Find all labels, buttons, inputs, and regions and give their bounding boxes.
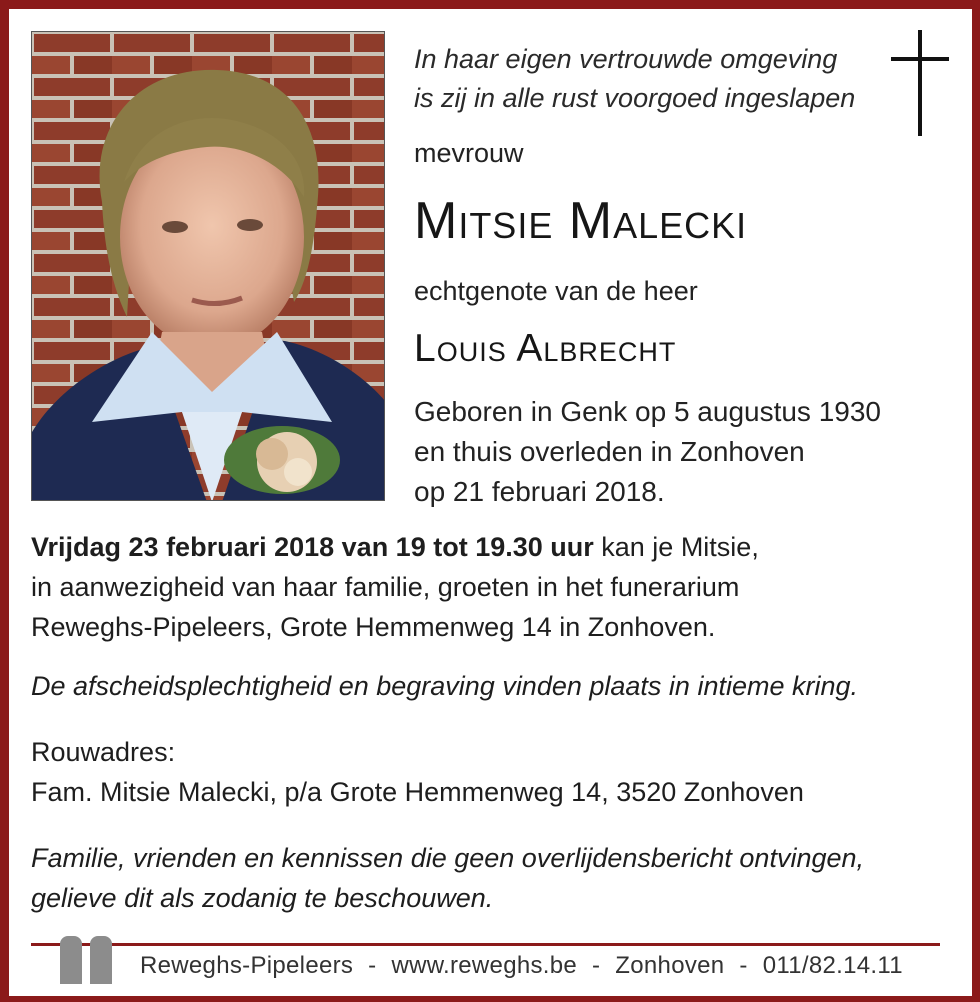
footer-separator: - bbox=[739, 952, 748, 979]
born-line-3: op 21 februari 2018. bbox=[414, 476, 665, 507]
family-note-line-1: Familie, vrienden en kennissen die geen overlijdensbericht ontvingen, bbox=[31, 843, 865, 873]
born-line-2: en thuis overleden in Zonhoven bbox=[414, 436, 805, 467]
address-line: Fam. Mitsie Malecki, p/a Grote Hemmenweg 14, 3520 Zonhoven bbox=[31, 777, 804, 807]
spouse-intro: echtgenote van de heer bbox=[414, 276, 698, 306]
visitation-line-3: Reweghs-Pipeleers, Grote Hemmenweg 14 in Zonhoven. bbox=[31, 612, 716, 642]
address-label: Rouwadres: bbox=[31, 737, 176, 767]
footer-separator: - bbox=[368, 952, 377, 979]
visitation-line-1 bbox=[31, 527, 961, 567]
visitation-datetime: Vrijdag 23 februari 2018 van 19 tot 19.30 uur bbox=[31, 532, 594, 562]
verse bbox=[414, 40, 884, 118]
visitation-info bbox=[31, 527, 961, 647]
portrait-photo bbox=[31, 31, 385, 501]
footer bbox=[140, 952, 903, 980]
family-note-line-2: gelieve dit als zodanig te beschouwen. bbox=[31, 883, 494, 913]
honorific: mevrouw bbox=[414, 138, 524, 168]
visitation-line-1-rest: kan je Mitsie, bbox=[593, 532, 759, 562]
footer-separator: - bbox=[592, 952, 601, 979]
visitation-line-2: in aanwezigheid van haar familie, groeten in het funerarium bbox=[31, 572, 740, 602]
footer-website[interactable]: www.reweghs.be bbox=[391, 952, 578, 979]
deceased-name: Mitsie Malecki bbox=[414, 192, 748, 250]
footer-town: Zonhoven bbox=[615, 952, 725, 979]
ceremony-note: De afscheidsplechtigheid en begraving vinden plaats in intieme kring. bbox=[31, 671, 859, 701]
family-note bbox=[31, 838, 961, 918]
birth-death-info bbox=[414, 392, 881, 512]
footer-company: Reweghs-Pipeleers bbox=[140, 952, 354, 979]
mourning-address bbox=[31, 732, 961, 812]
spouse-name: Louis Albrecht bbox=[414, 327, 677, 370]
born-line-1: Geboren in Genk op 5 augustus 1930 bbox=[414, 396, 882, 427]
footer-phone[interactable]: 011/82.14.11 bbox=[762, 952, 903, 979]
footer-divider bbox=[31, 943, 940, 946]
verse-line-1: In haar eigen vertrouwde omgeving bbox=[414, 44, 838, 74]
verse-line-2: is zij in alle rust voorgoed ingeslapen bbox=[414, 83, 856, 113]
